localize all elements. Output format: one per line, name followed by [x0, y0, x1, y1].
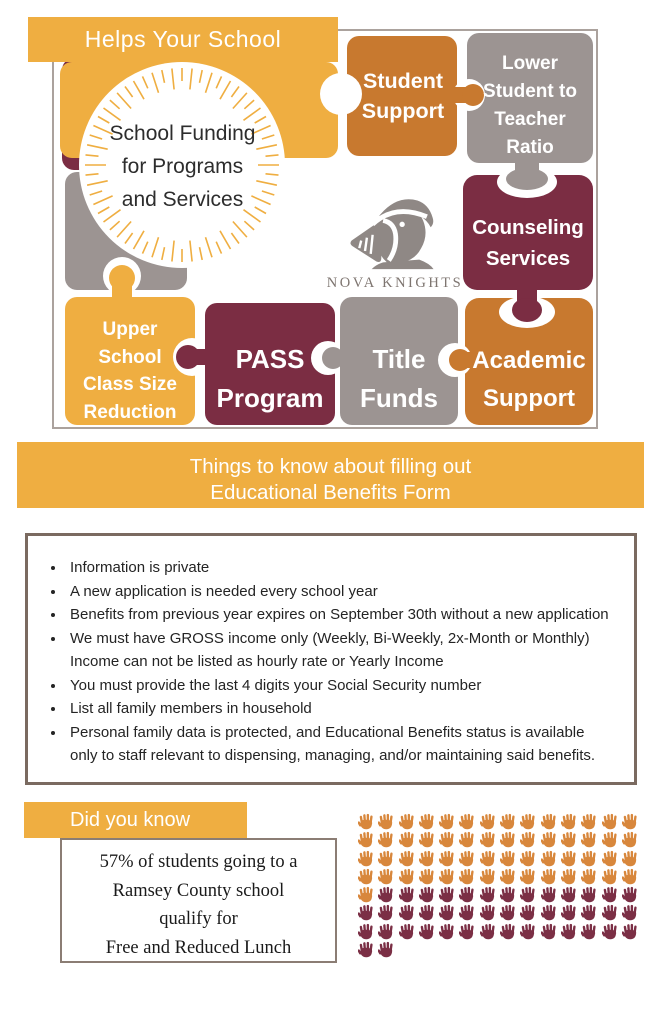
stat-line: Ramsey County school [112, 880, 285, 901]
hand-icon [480, 868, 497, 885]
stat-line: qualify for [159, 909, 238, 929]
hand-icon [358, 904, 375, 921]
hand-icon [561, 886, 578, 903]
hand-icon [358, 850, 375, 867]
hand-icon [459, 831, 476, 848]
hand-icon [480, 813, 497, 830]
piece-label-student-support: Student Support [361, 69, 445, 123]
stat-line: 57% of students going to a [99, 852, 298, 872]
caption-line: School Funding [109, 122, 256, 145]
hand-icon [480, 923, 497, 940]
list-item: • We must have GROSS income only (Weekly, Bi-Weekly, 2x-Month or Monthly) Income can not be listed as hourly rate or Yearly Income [66, 627, 616, 674]
hand-icon [459, 850, 476, 867]
hand-icon [378, 941, 395, 958]
hand-icon [459, 923, 476, 940]
info-bullet-list [28, 536, 634, 768]
hand-icon [541, 831, 558, 848]
hand-icon [622, 813, 639, 830]
hand-icon [358, 923, 375, 940]
hand-icon [561, 831, 578, 848]
hand-icon [520, 904, 537, 921]
center-circle-caption [85, 117, 280, 216]
hand-icon [378, 923, 395, 940]
hand-icon [439, 923, 456, 940]
hand-icon [378, 813, 395, 830]
hand-icon [561, 923, 578, 940]
hand-icon [439, 886, 456, 903]
hand-icon [520, 886, 537, 903]
banner-line: Educational Benefits Form [210, 481, 451, 504]
hand-icon [500, 831, 517, 848]
puzzle-knob [506, 168, 548, 190]
hand-icon [439, 831, 456, 848]
puzzle-knob [512, 298, 542, 322]
list-item: • You must provide the last 4 digits your Social Security number [66, 674, 616, 698]
piece-label-title-funds: Title Funds [360, 344, 438, 413]
hand-icon [399, 904, 416, 921]
hand-icon [399, 868, 416, 885]
hand-icon [399, 850, 416, 867]
caption-line: for Programs [121, 155, 244, 178]
hand-icon [419, 868, 436, 885]
hand-icon [480, 904, 497, 921]
hand-icon [459, 868, 476, 885]
stat-box [60, 838, 337, 963]
piece-label-pass-program: PASS Program [216, 344, 324, 413]
hand-icon [581, 850, 598, 867]
hand-icon [500, 868, 517, 885]
hand-icon [480, 886, 497, 903]
hand-icon [419, 831, 436, 848]
hand-icon [439, 850, 456, 867]
banner-line: Things to know about filling out [189, 455, 472, 478]
hand-icon [358, 886, 375, 903]
hand-icon [602, 923, 619, 940]
hand-icon [602, 813, 619, 830]
hand-icon [399, 886, 416, 903]
hand-icon [602, 850, 619, 867]
knight-neck [372, 260, 434, 270]
list-item: • A new application is needed every school year [66, 580, 616, 604]
hand-icon [581, 904, 598, 921]
hand-icon [500, 886, 517, 903]
hand-icon [500, 813, 517, 830]
stat-line: Free and Reduced Lunch [105, 937, 292, 958]
hand-icon [399, 831, 416, 848]
hand-icon [459, 904, 476, 921]
hand-icon [378, 886, 395, 903]
hand-icon [622, 831, 639, 848]
hand-icon [622, 923, 639, 940]
hand-icon [480, 850, 497, 867]
hand-icon [439, 813, 456, 830]
hand-icon [358, 868, 375, 885]
did-you-know-banner: Did you know [24, 802, 247, 838]
piece-label-counseling: Counseling Services [472, 216, 584, 270]
hand-icon [561, 904, 578, 921]
hand-icon [581, 886, 598, 903]
hand-icon [622, 868, 639, 885]
hands-pictograph [358, 813, 642, 959]
hand-icon [541, 904, 558, 921]
hand-icon [399, 923, 416, 940]
hand-icon [541, 923, 558, 940]
caption-line: and Services [121, 188, 244, 211]
hand-icon [541, 850, 558, 867]
hand-icon [378, 850, 395, 867]
hand-icon [378, 831, 395, 848]
hand-icon [581, 923, 598, 940]
hand-icon [419, 813, 436, 830]
hand-icon [520, 868, 537, 885]
piece-label-academic-support: Academic Support [472, 347, 586, 412]
knight-rivet [399, 222, 404, 227]
hand-icon [541, 886, 558, 903]
hand-icon [419, 850, 436, 867]
header-banner: Helps Your School [28, 17, 338, 62]
hand-icon [602, 831, 619, 848]
hand-icon [561, 868, 578, 885]
hand-icon [459, 813, 476, 830]
hand-icon [419, 886, 436, 903]
hand-icon [622, 886, 639, 903]
hand-icon [358, 941, 375, 958]
hand-icon [439, 904, 456, 921]
hand-icon [561, 813, 578, 830]
hand-icon [500, 923, 517, 940]
hand-icon [541, 813, 558, 830]
hand-icon [581, 813, 598, 830]
list-item: • Benefits from previous year expires on September 30th without a new application [66, 603, 616, 627]
hand-icon [602, 886, 619, 903]
list-item: • Information is private [66, 556, 616, 580]
hand-icon [581, 868, 598, 885]
hand-icon [520, 923, 537, 940]
hand-icon [581, 831, 598, 848]
knight-helmet-icon [345, 192, 445, 270]
hand-icon [561, 850, 578, 867]
things-to-know-banner [17, 442, 644, 508]
hand-icon [520, 813, 537, 830]
info-box [25, 533, 637, 785]
hand-icon [602, 868, 619, 885]
hand-icon [622, 904, 639, 921]
hand-icon [439, 868, 456, 885]
hand-icon [378, 868, 395, 885]
hand-icon [520, 850, 537, 867]
list-item: • List all family members in household [66, 697, 616, 721]
hand-icon [399, 813, 416, 830]
hand-icon [419, 904, 436, 921]
puzzle-knob [109, 265, 135, 291]
hand-icon [480, 831, 497, 848]
team-name: NOVA KNIGHTS [326, 275, 464, 291]
hand-icon [358, 831, 375, 848]
piece-label-lower-ratio: Lower Student to Teacher Ratio [483, 53, 577, 158]
hand-icon [419, 923, 436, 940]
hand-icon [378, 904, 395, 921]
hand-icon [500, 904, 517, 921]
hand-icon [622, 850, 639, 867]
hand-icon [459, 886, 476, 903]
piece-label-upper-school: Upper School Class Size Reduction [83, 319, 177, 423]
list-item: • Personal family data is protected, and Educational Benefits status is available only to staff relevant to dispensing, managing, and/or maintaining said benefits. [66, 721, 616, 768]
hand-icon [541, 868, 558, 885]
hand-icon [358, 813, 375, 830]
hand-icon [500, 850, 517, 867]
hand-icon [520, 831, 537, 848]
hand-icon [602, 904, 619, 921]
